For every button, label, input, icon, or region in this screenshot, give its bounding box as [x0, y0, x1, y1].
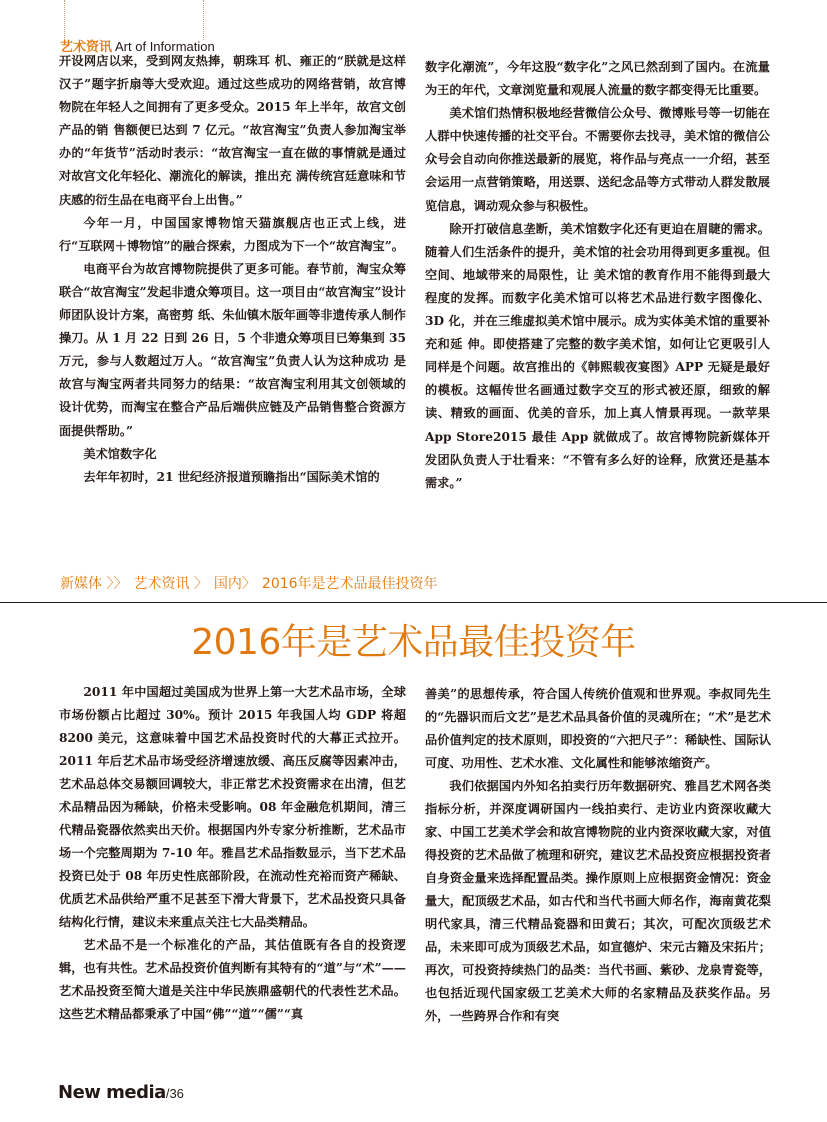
breadcrumb-item[interactable]: 艺术资讯 〉 — [133, 576, 208, 592]
top-right-column — [425, 56, 770, 495]
paragraph: 电商平台为故宫博物院提供了更多可能。春节前，淘宝众筹联合“故宫淘宝”发起非遗众筹项目。这一项目由“故宫淘宝”设计师团队设计方案，高密剪 纸、朱仙镇木版年画等非遗传承人制作操刀。从 1 月 22 日到 26 日，5 个非遗众筹项目已筹集到 35 万元，参与人数超过万人。“故宫淘宝”负责人认为这种成功 是故宫与淘宝两者共同努力的结果：“故宫淘宝利用其文创领域的设计优势，而淘宝在整合产品后端供应链及产品销售整合资源方面提供帮助。” — [59, 261, 406, 438]
paragraph: 我们依据国内外知名拍卖行历年数据研究、雅昌艺术网各类指标分析，并深度调研国内一线拍卖行、走访业内资深收藏大家、中国工艺美术学会和故宫博物院的业内资深收藏大家，对值得投资的艺术品做了梳理和研究，建议艺术品投资应根据投资者自身资金量来选择配置品类。操作原则上应根据资金情况：资金量大，配顶级艺术品，如古代和当代书画大师名作，海南黄花梨明代家具，清三代精品瓷器和田黄石；其次，可配次顶级艺术品，未来即可成为顶级艺术品，如宣德炉、宋元古籍及宋拓片；再次，可投资持续热门的品类：当代书画、紫砂、龙泉青瓷等，也包括近现代国家级工艺美术大师的名家精品及获奖作品。另外，一些跨界合作和有突 — [425, 779, 771, 1023]
page-number: /36 — [165, 1086, 184, 1101]
paragraph: 数字化潮流”，今年这股“数字化”之风已然刮到了国内。在流量为王的年代，文章浏览量和观展人流量的数字都变得无比重要。 — [425, 60, 770, 98]
section-label-cn: 艺术资讯 — [60, 39, 113, 54]
paragraph: 开设网店以来，受到网友热捧，朝珠耳 机、雍正的“朕就是这样汉子”题字折扇等大受欢迎。通过这些成功的网络营销，故宫博物院在年轻人之间拥有了更多受众。2015 年上半年，故宫文创产品的销 售额便已达到 7 亿元。“故宫淘宝”负责人参加淘宝举办的“年货节”活动时表示：“故宫淘宝一直在做的事情就是通过对故宫文化年轻化、潮流化的解读，推出充 满传统宫廷意味和节庆感的衍生品在电商平台上出售。” — [59, 54, 406, 207]
paragraph: 2011 年中国超过美国成为世界上第一大艺术品市场，全球市场份额占比超过 30%。预计 2015 年我国人均 GDP 将超 8200 美元，这意味着中国艺术品投资时代的大幕正式拉开。2011 年后艺术品市场受经济增速放缓、高压反腐等因素冲击，艺术品总体交易额回调较大，非正常艺术投资需求在出清，但艺术品精品因为稀缺，价格未受影响。08 年金融危机期间，清三代精品瓷器依然卖出天价。根据国内外专家分析推断，艺术品市场一个完整周期为 7-10 年。雅昌艺术品指数显示，当下艺术品投资已处于 08 年历史性底部阶段，在流动性充裕而资产稀缺、优质艺术品供给严重不足甚至下滑大背景下，艺术品投资只具备结构化行情，建议未来重点关注七大品类精品。 — [59, 685, 406, 929]
bottom-right-column — [425, 683, 771, 1028]
paragraph: 美术馆们热情积极地经营微信公众号、微博账号等一切能在人群中快速传播的社交平台。不需要你去找寻，美术馆的微信公众号会自动向你推送最新的展览，将作品与亮点一一介绍，甚至会运用一点营销策略，用送票、送纪念品等方式带动人群发散展览信息，调动观众参与积极性。 — [425, 106, 770, 213]
top-left-column — [59, 50, 406, 489]
breadcrumb-item[interactable]: 国内〉 — [213, 576, 256, 592]
paragraph: 除开打破信息垄断，美术馆数字化还有更迫在眉睫的需求。随着人们生活条件的提升，美术馆的社会功用得到更多重视。但空间、地域带来的局限性，让 美术馆的教育作用不能得到最大程度的发挥。而数字化美术馆可以将艺术品进行数字图像化、3D 化，并在三维虚拟美术馆中展示。成为实体美术馆的重要补充和延 伸。即使搭建了完整的数字美术馆，如何让它更吸引人同样是个问题。故宫推出的《韩熙载夜宴图》APP 无疑是最好的模板。这幅传世名画通过数字交互的形式被还原，细致的解读、精致的画面、优美的音乐，加上真人情景再现。一款苹果 App Store2015 最佳 App 就做成了。故宫博物院新媒体开发团队负责人于壮看来：“不管有多么好的诠释，欣赏还是基本需求。” — [425, 221, 770, 490]
magazine-logo: New media — [58, 1082, 166, 1103]
section-label-en: Art of Information — [115, 39, 215, 54]
subheading: 美术馆数字化 — [83, 446, 157, 461]
breadcrumb-item[interactable]: 2016年是艺术品最佳投资年 — [261, 576, 438, 592]
page-footer — [58, 1082, 184, 1103]
article-title: 2016年是艺术品最佳投资年 — [191, 622, 636, 663]
paragraph: 今年一月，中国国家博物馆天猫旗舰店也正式上线，进行“互联网＋博物馆”的融合探索，力图成为下一个“故宫淘宝”。 — [59, 215, 406, 253]
breadcrumb — [60, 573, 444, 593]
bottom-left-column — [59, 681, 406, 1026]
crop-mark-right — [203, 0, 204, 40]
paragraph: 去年年初时，21 世纪经济报道预瞻指出“国际美术馆的 — [83, 469, 380, 484]
paragraph: 善美”的思想传承，符合国人传统价值观和世界观。李叔同先生的“先器识而后文艺”是艺术品具备价值的灵魂所在；“术”是艺术品价值判定的技术原则，即投资的“六把尺子”：稀缺性、国际认可度、功用性、艺术水准、文化属性和能够浓缩资产。 — [425, 687, 771, 770]
divider — [0, 602, 827, 603]
crop-mark-left — [64, 0, 65, 40]
paragraph: 艺术品不是一个标准化的产品，其估值既有各自的投资逻辑，也有共性。艺术品投资价值判断有其特有的“道”与“术”——艺术品投资至简大道是关注中华民族鼎盛朝代的代表性艺术品。这些艺术精品都秉承了中国“佛”“道”“儒”“真 — [59, 938, 406, 1021]
breadcrumb-item[interactable]: 新媒体 〉〉 — [60, 576, 128, 592]
